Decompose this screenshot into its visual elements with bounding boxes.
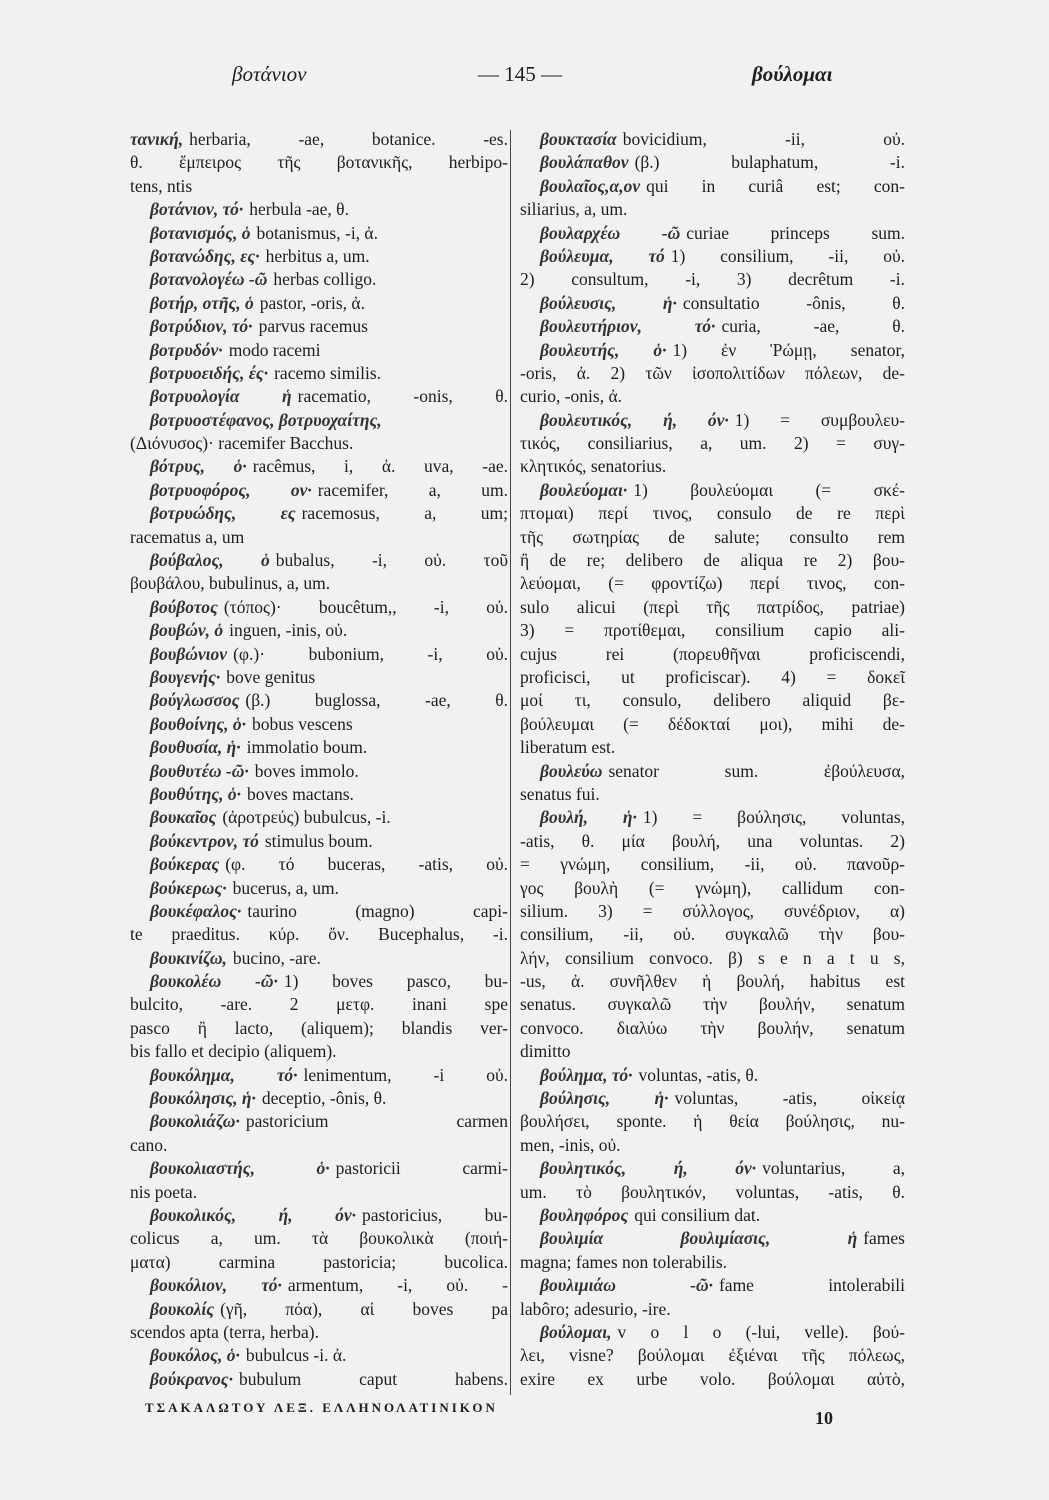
entry-definition: consultatio -ônis, θ. — [682, 292, 905, 313]
dictionary-line — [130, 1368, 508, 1391]
dictionary-line — [520, 853, 905, 876]
entry-definition: voluntarius, a, — [762, 1158, 905, 1179]
dictionary-line — [130, 222, 508, 245]
entry-headword: βοτρυοφόρος, ον· — [150, 479, 312, 500]
entry-definition: voluntas, -atis, θ. — [638, 1064, 759, 1085]
dictionary-line — [130, 1344, 508, 1367]
entry-definition: convoco. διαλύω τὴν βουλήν, senatum — [520, 1017, 905, 1038]
dictionary-line — [130, 1227, 508, 1250]
entry-definition: τῆς σωτηρίας de salute; consulto rem — [520, 526, 905, 547]
dictionary-line — [520, 1321, 905, 1344]
entry-headword: βουκαῖος — [150, 807, 217, 828]
entry-definition: men, -inis, οὐ. — [520, 1134, 621, 1155]
dictionary-line — [520, 1040, 905, 1063]
dictionary-line — [520, 1298, 905, 1321]
entry-definition: bucerus, a, um. — [232, 877, 340, 898]
entry-definition: proficisci, ut proficiscar). 4) = δοκεῖ — [520, 666, 905, 687]
dictionary-line — [130, 151, 508, 174]
entry-headword: βούλευσις, ἡ· — [540, 292, 677, 313]
dictionary-line — [130, 339, 508, 362]
entry-definition: siliarius, a, um. — [520, 199, 628, 220]
entry-definition: (β.) buglossa, -ae, θ. — [245, 690, 508, 711]
entry-definition: racemo similis. — [274, 362, 382, 383]
dictionary-line — [520, 1157, 905, 1180]
dictionary-line — [130, 572, 508, 595]
dictionary-line — [520, 479, 905, 502]
dictionary-line — [130, 689, 508, 712]
entry-definition: herbitus a, um. — [265, 245, 370, 266]
entry-definition: bove genitus — [226, 666, 316, 687]
entry-definition: pastoricium carmen — [245, 1111, 508, 1132]
page-number: — 145 — — [478, 62, 562, 86]
entry-definition: pastoricius, bu- — [361, 1204, 508, 1225]
dictionary-line — [130, 1064, 508, 1087]
entry-headword: βουλή, ἡ· — [540, 807, 637, 828]
entry-definition: fames — [863, 1228, 905, 1249]
dictionary-line — [520, 806, 905, 829]
entry-definition: -oris, ἀ. 2) τῶν ἰσοπολιτίδων πόλεων, de- — [520, 362, 905, 383]
entry-definition: inguen, -inis, οὐ. — [229, 620, 348, 641]
entry-definition: bobus vescens — [252, 713, 353, 734]
dictionary-line — [130, 479, 508, 502]
entry-definition: μοί τι, consulo, delibero aliquid βε- — [520, 690, 905, 711]
entry-definition: lenimentum, -i οὐ. — [303, 1064, 509, 1085]
entry-headword: βούλευμα, τό — [540, 245, 665, 266]
dictionary-line — [520, 1344, 905, 1367]
dictionary-line — [520, 689, 905, 712]
dictionary-line — [520, 1110, 905, 1133]
dictionary-line — [130, 175, 508, 198]
dictionary-line — [520, 245, 905, 268]
entry-definition: bubulcus -i. ἀ. — [245, 1345, 347, 1366]
dictionary-line — [520, 1017, 905, 1040]
entry-definition: curiae princeps sum. — [686, 222, 905, 243]
dictionary-line — [520, 900, 905, 923]
dictionary-line — [520, 596, 905, 619]
entry-headword: βουθυσία, ἡ· — [150, 737, 241, 758]
entry-definition: racemosus, a, um; — [301, 503, 508, 524]
entry-headword: βοτανώδης, ες· — [150, 245, 260, 266]
entry-definition: herbaria, -ae, botanice. -es. — [189, 129, 508, 149]
dictionary-line — [130, 362, 508, 385]
entry-definition: parvus racemus — [258, 316, 368, 337]
dictionary-line — [130, 596, 508, 619]
entry-definition: sulo alicui (περὶ τῆς πατρίδος, patriae) — [520, 596, 905, 617]
entry-headword: βουλεύομαι· — [540, 479, 628, 500]
entry-definition: boves immolo. — [254, 760, 359, 781]
dictionary-line — [520, 409, 905, 432]
entry-definition: racêmus, i, ἀ. uva, -ae. — [252, 456, 508, 477]
dictionary-line — [520, 151, 905, 174]
entry-definition: bubalus, -i, οὐ. τοῦ — [275, 550, 508, 571]
entry-definition: πτομαι) περί τινος, consulo de re περὶ — [520, 503, 905, 524]
entry-definition: colicus a, um. τὰ βουκολικὰ (ποιή- — [130, 1228, 508, 1249]
entry-definition: taurino (magno) capi- — [247, 900, 508, 921]
entry-headword: βοτρυοστέφανος, βοτρυοχαίτης, — [150, 409, 382, 430]
entry-definition: 1) consilium, -ii, οὐ. — [670, 245, 905, 266]
dictionary-line — [520, 502, 905, 525]
entry-headword: βουκολέω -ῶ· — [150, 971, 278, 992]
entry-headword: βούβαλος, ὁ — [150, 550, 270, 571]
dictionary-line — [130, 455, 508, 478]
entry-definition: pastor, -oris, ἀ. — [259, 292, 365, 313]
dictionary-line — [130, 643, 508, 666]
dictionary-line — [520, 175, 905, 198]
entry-definition: armentum, -i, οὐ. - — [287, 1275, 508, 1296]
entry-headword: βούκρανος· — [150, 1368, 233, 1389]
dictionary-line — [130, 432, 508, 455]
entry-definition: 1) ἐν Ῥώμῃ, senator, — [672, 339, 905, 360]
entry-definition: silium. 3) = σύλλογος, συνέδριον, α) — [520, 900, 905, 921]
dictionary-line — [520, 549, 905, 572]
entry-definition: botanismus, -i, ἀ. — [256, 222, 378, 243]
entry-definition: dimitto — [520, 1041, 571, 1062]
entry-definition: modo racemi — [228, 339, 321, 360]
dictionary-line — [520, 1274, 905, 1297]
dictionary-line — [130, 760, 508, 783]
entry-headword: βουγενής· — [150, 666, 221, 687]
entry-headword: βοτανολογέω -ῶ — [150, 269, 268, 290]
dictionary-line — [520, 572, 905, 595]
entry-definition: βουβάλου, bubulinus, a, um. — [130, 573, 331, 594]
dictionary-line — [130, 1040, 508, 1063]
entry-definition: (Διόνυσος)· racemifer Bacchus. — [130, 433, 354, 454]
entry-definition: = γνώμη, consilium, -ii, οὐ. πανοῦρ- — [520, 854, 905, 875]
running-head-first-entry: βοτάνιον — [232, 62, 307, 86]
dictionary-line — [130, 806, 508, 829]
entry-headword: βουλεύω — [540, 760, 603, 781]
entry-definition: v o l o (-lui, velle). βού- — [617, 1321, 905, 1342]
running-head-last-entry: βούλομαι — [752, 62, 833, 86]
entry-definition: 1) βουλεύομαι (= σκέ- — [633, 479, 905, 500]
entry-definition: um. τὸ βουλητικόν, voluntas, -atis, θ. — [520, 1181, 905, 1202]
entry-headword: βουκόλιον, τό· — [150, 1275, 282, 1296]
entry-headword: βουκόλος, ὁ· — [150, 1345, 240, 1366]
dictionary-line — [520, 339, 905, 362]
entry-headword: βούκερας — [150, 854, 220, 875]
dictionary-line — [520, 432, 905, 455]
entry-definition: scendos apta (terra, herba). — [130, 1321, 319, 1342]
dictionary-line — [520, 385, 905, 408]
entry-definition: nis poeta. — [130, 1181, 198, 1202]
dictionary-line — [130, 245, 508, 268]
dictionary-line — [130, 830, 508, 853]
entry-definition: pastoricii carmi- — [335, 1158, 508, 1179]
entry-definition: -atis, θ. μία βουλή, una voluntas. 2) — [520, 830, 905, 851]
entry-definition: 1) boves pasco, bu- — [283, 971, 509, 992]
entry-definition: bucino, -are. — [232, 947, 321, 968]
entry-definition: κλητικός, senatorius. — [520, 456, 667, 477]
entry-definition: (φ. τό buceras, -atis, οὐ. — [225, 854, 508, 875]
entry-definition: labôro; adesurio, -ire. — [520, 1298, 671, 1319]
dictionary-line — [520, 526, 905, 549]
entry-definition: deceptio, -ônis, θ. — [261, 1088, 387, 1109]
dictionary-line — [520, 362, 905, 385]
entry-headword: βουκολίς — [150, 1298, 215, 1319]
signature-mark: 10 — [815, 1408, 833, 1428]
dictionary-line — [130, 1134, 508, 1157]
entry-definition: (τόπος)· boucêtum,, -i, οὐ. — [223, 596, 508, 617]
entry-definition: racematio, -onis, θ. — [297, 386, 508, 407]
entry-definition: senatus. συγκαλῶ τὴν βουλήν, senatum — [520, 994, 905, 1015]
entry-definition: qui in curiâ est; con- — [646, 175, 905, 196]
entry-definition: cujus rei (πορευθῆναι proficiscendi, — [520, 643, 905, 664]
entry-definition: (ἀροτρεύς) bubulcus, -i. — [222, 807, 391, 828]
dictionary-line — [130, 1251, 508, 1274]
entry-headword: βουκολικός, ή, όν· — [150, 1204, 356, 1225]
entry-definition: fame intolerabili — [718, 1275, 905, 1296]
dictionary-line — [130, 970, 508, 993]
entry-headword: βουθυτέω -ῶ· — [150, 760, 249, 781]
dictionary-line — [520, 222, 905, 245]
dictionary-line — [130, 1110, 508, 1133]
entry-headword: βουλευτής, ὁ· — [540, 339, 667, 360]
dictionary-line — [130, 128, 508, 151]
dictionary-line — [520, 923, 905, 946]
entry-definition: ματα) carmina pastoricia; bucolica. — [130, 1251, 508, 1272]
entry-definition: θ. ἔμπειρος τῆς βοτανικῆς, herbipo- — [130, 152, 508, 173]
entry-definition: βούλευμαι (= δέδοκταί μοι), mihi de- — [520, 713, 905, 734]
entry-headword: βουθύτης, ὁ· — [150, 783, 241, 804]
entry-definition: curia, -ae, θ. — [721, 316, 905, 337]
dictionary-line — [520, 1134, 905, 1157]
dictionary-line — [130, 947, 508, 970]
entry-definition: τικός, consiliarius, a, um. 2) = συγ- — [520, 433, 905, 454]
entry-definition: senatus fui. — [520, 783, 600, 804]
entry-headword: βουλιμιάω -ῶ· — [540, 1275, 713, 1296]
entry-headword: βούλησις, ἡ· — [540, 1088, 669, 1109]
dictionary-line — [130, 1017, 508, 1040]
entry-definition: 1) = βούλησις, voluntas, — [642, 807, 906, 828]
entry-headword: βοτάνιον, τό· — [150, 199, 244, 220]
dictionary-line — [520, 1368, 905, 1391]
entry-definition: bulcito, -are. 2 μετφ. inani spe — [130, 994, 508, 1015]
dictionary-line — [520, 830, 905, 853]
entry-definition: bovicidium, -ii, οὐ. — [622, 129, 905, 149]
dictionary-line — [520, 993, 905, 1016]
entry-definition: liberatum est. — [520, 737, 616, 758]
footer-book-title: ΤΣΑΚΑΛΩΤΟΥ ΛΕΞ. ΕΛΛΗΝΟΛΑΤΙΝΙΚΟΝ — [145, 1400, 498, 1415]
entry-definition: curio, -onis, ἀ. — [520, 386, 623, 407]
entry-definition: bis fallo et decipio (aliquem). — [130, 1041, 337, 1062]
entry-definition: herbas colligo. — [273, 269, 377, 290]
dictionary-line — [520, 713, 905, 736]
entry-definition: -us, ἀ. συνῆλθεν ἡ βουλή, habitus est — [520, 971, 905, 992]
entry-headword: βοτρυολογία ἡ — [150, 386, 292, 407]
dictionary-line — [520, 268, 905, 291]
entry-definition: 3) = προτίθεμαι, consilium capio ali- — [520, 620, 905, 641]
entry-definition: tens, ntis — [130, 175, 193, 196]
entry-headword: βουκόλημα, τό· — [150, 1064, 298, 1085]
entry-definition: ἢ de re; delibero de aliqua re 2) βου- — [520, 550, 905, 571]
entry-headword: βουβώνιον — [150, 643, 228, 664]
entry-definition: βουλήσει, sponte. ἡ θεία βούλησις, nu- — [520, 1111, 905, 1132]
dictionary-line — [520, 1087, 905, 1110]
entry-headword: βοτήρ, οτῆς, ὁ — [150, 292, 254, 313]
entry-definition: 1) = συμβουλευ- — [734, 409, 905, 430]
dictionary-line — [130, 993, 508, 1016]
dictionary-line — [520, 1227, 905, 1250]
entry-headword: βουλητικός, ή, όν· — [540, 1158, 757, 1179]
entry-headword: βούλημα, τό· — [540, 1064, 633, 1085]
dictionary-line — [130, 385, 508, 408]
entry-headword: βουλαρχέω -ῶ — [540, 222, 681, 243]
entry-headword: βότρυς, ὁ· — [150, 456, 247, 477]
entry-definition: γος βουλὴ (= γνώμη), callidum con- — [520, 877, 905, 898]
dictionary-line — [520, 1251, 905, 1274]
entry-headword: βουλευτικός, ή, όν· — [540, 409, 729, 430]
dictionary-line — [130, 1321, 508, 1344]
dictionary-line — [520, 455, 905, 478]
entry-headword: βουλευτήριον, τό· — [540, 316, 716, 337]
dictionary-line — [520, 1204, 905, 1227]
dictionary-line — [520, 315, 905, 338]
entry-definition: voluntas, -atis, οἰκείᾳ — [674, 1088, 906, 1109]
entry-headword: βουληφόρος — [540, 1204, 629, 1225]
entry-headword: βούκεντρον, τό — [150, 830, 259, 851]
dictionary-line — [130, 198, 508, 221]
entry-definition: racemifer, a, um. — [317, 479, 508, 500]
dictionary-line — [130, 713, 508, 736]
dictionary-line — [520, 736, 905, 759]
dictionary-line — [130, 1157, 508, 1180]
dictionary-line — [130, 292, 508, 315]
entry-definition: consilium, -ii, οὐ. συγκαλῶ τὴν βου- — [520, 924, 905, 945]
column-divider — [510, 130, 511, 1395]
entry-definition: exire ex urbe volo. βούλομαι αὐτὸ, — [520, 1368, 905, 1389]
entry-headword: βούκερως· — [150, 877, 227, 898]
entry-definition: (γῆ, πόα), αἱ boves pa — [220, 1298, 508, 1319]
entry-headword: βουκτασία — [540, 129, 617, 149]
dictionary-line — [130, 1298, 508, 1321]
dictionary-line — [520, 128, 905, 151]
dictionary-line — [520, 198, 905, 221]
dictionary-line — [130, 549, 508, 572]
entry-definition: bubulum caput habens. — [238, 1368, 508, 1389]
entry-definition: te praeditus. κύρ. ὄν. Bucephalus, -i. — [130, 924, 508, 945]
dictionary-line — [130, 268, 508, 291]
dictionary-line — [130, 783, 508, 806]
entry-headword: βούλομαι, — [540, 1321, 612, 1342]
entry-headword: βούβοτος — [150, 596, 218, 617]
dictionary-line — [130, 526, 508, 549]
entry-definition: stimulus boum. — [264, 830, 373, 851]
entry-headword: βουλιμία βουλιμίασις, ἡ — [540, 1228, 858, 1249]
dictionary-line — [130, 409, 508, 432]
entry-headword: βουλάπαθον — [540, 152, 629, 173]
dictionary-line — [520, 947, 905, 970]
dictionary-line — [520, 619, 905, 642]
entry-definition: λεύομαι, (= φροντίζω) περί τινος, con- — [520, 573, 905, 594]
dictionary-line — [520, 970, 905, 993]
entry-headword: βουκολιαστής, ὁ· — [150, 1158, 330, 1179]
entry-headword: βοτανισμός, ὁ — [150, 222, 251, 243]
entry-headword: βούγλωσσος — [150, 690, 240, 711]
left-column — [130, 128, 508, 1391]
entry-definition: (β.) bulaphatum, -i. — [634, 152, 905, 173]
entry-headword: βοτρύδιον, τό· — [150, 316, 253, 337]
right-column — [520, 128, 905, 1391]
entry-definition: boves mactans. — [247, 783, 354, 804]
entry-definition: racematus a, um — [130, 526, 245, 547]
dictionary-line — [130, 666, 508, 689]
entry-headword: βοτρυώδης, ες — [150, 503, 296, 524]
dictionary-line — [520, 666, 905, 689]
entry-definition: herbula -ae, θ. — [249, 199, 349, 220]
dictionary-line — [130, 1181, 508, 1204]
entry-headword: τανική, — [130, 129, 184, 149]
entry-headword: βουθοίνης, ὁ· — [150, 713, 247, 734]
entry-definition: qui consilium dat. — [634, 1204, 761, 1225]
dictionary-line — [520, 877, 905, 900]
entry-definition: λει, visne? βούλομαι ἐξιέναι τῆς πόλεως, — [520, 1345, 905, 1366]
entry-headword: βουκόλησις, ἡ· — [150, 1088, 256, 1109]
entry-definition: pasco ἢ lacto, (aliquem); blandis ver- — [130, 1017, 508, 1038]
entry-headword: βουλαῖος,α,ον — [540, 175, 641, 196]
entry-headword: βουκινίζω, — [150, 947, 227, 968]
dictionary-line — [130, 1274, 508, 1297]
entry-definition: senator sum. ἐβούλευσα, — [608, 760, 905, 781]
entry-definition: (φ.)· bubonium, -i, οὐ. — [233, 643, 508, 664]
entry-definition: cano. — [130, 1134, 168, 1155]
dictionary-line — [130, 1204, 508, 1227]
entry-definition: λήν, consilium convoco. β) s e n a t u s, — [520, 947, 905, 968]
entry-headword: βουκολιάζω· — [150, 1111, 240, 1132]
dictionary-line — [130, 502, 508, 525]
dictionary-line — [520, 1064, 905, 1087]
dictionary-line — [130, 853, 508, 876]
dictionary-line — [520, 1181, 905, 1204]
entry-headword: βουβών, ὁ — [150, 620, 224, 641]
entry-headword: βοτρυδόν· — [150, 339, 223, 360]
dictionary-line — [130, 315, 508, 338]
entry-definition: magna; fames non tolerabilis. — [520, 1251, 728, 1272]
dictionary-line — [520, 760, 905, 783]
entry-definition: immolatio boum. — [246, 737, 368, 758]
dictionary-line — [520, 292, 905, 315]
entry-headword: βοτρυοειδής, ές· — [150, 362, 269, 383]
dictionary-line — [130, 619, 508, 642]
dictionary-line — [520, 643, 905, 666]
entry-headword: βουκέφαλος· — [150, 900, 242, 921]
dictionary-line — [130, 1087, 508, 1110]
dictionary-line — [130, 900, 508, 923]
dictionary-line — [130, 923, 508, 946]
dictionary-line — [130, 877, 508, 900]
dictionary-line — [130, 736, 508, 759]
dictionary-line — [520, 783, 905, 806]
entry-definition: 2) consultum, -i, 3) decrêtum -i. — [520, 269, 905, 290]
